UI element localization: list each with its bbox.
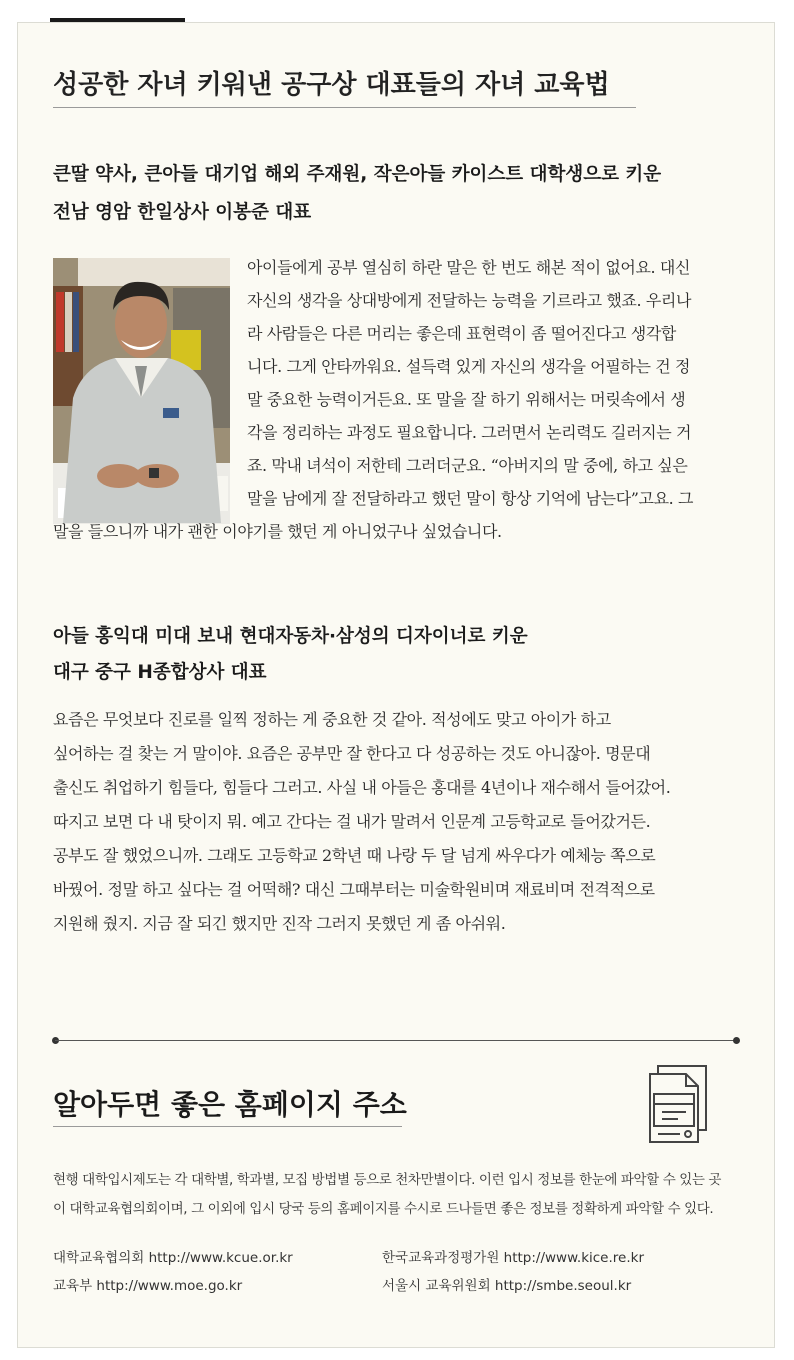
section1-body-line: 말 중요한 능력이거든요. 또 말을 잘 하기 위해서는 머릿속에서 생 — [247, 390, 686, 409]
portrait-photo — [53, 258, 230, 524]
portrait-illustration — [53, 258, 230, 524]
section1-body-line: 말을 남에게 잘 전달하라고 했던 말이 항상 기억에 남는다”고요. 그 — [247, 489, 694, 508]
section2-body-line: 따지고 보면 다 내 탓이지 뭐. 예고 간다는 걸 내가 말려서 인문계 고등학교로 들어갔거든. — [53, 812, 651, 831]
section1-body-line: 자신의 생각을 상대방에게 전달하는 능력을 기르라고 했죠. 우리나 — [247, 291, 692, 310]
link-kice[interactable]: 한국교육과정평가원 http://www.kice.re.kr — [382, 1250, 644, 1266]
section2-body-line: 바꿨어. 정말 하고 싶다는 걸 어떡해? 대신 그때부터는 미술학원비며 재료비며 전격적으로 — [53, 880, 655, 899]
section1-heading-line1: 큰딸 약사, 큰아들 대기업 해외 주재원, 작은아들 카이스트 대학생으로 키운 — [53, 164, 662, 185]
divider-right-dot — [733, 1037, 740, 1044]
links-intro-line: 현행 대학입시제도는 각 대학별, 학과별, 모집 방법별 등으로 천차만별이다. 이런 입시 정보를 한눈에 파악할 수 있는 곳 — [53, 1172, 722, 1188]
section2-body-line: 요즘은 무엇보다 진로를 일찍 정하는 게 중요한 것 같아. 적성에도 맞고 아이가 하고 — [53, 710, 611, 729]
section1-body-line: 라 사람들은 다른 머리는 좋은데 표현력이 좀 떨어진다고 생각합 — [247, 324, 676, 343]
document-icon — [636, 1064, 710, 1150]
section1-body-line: 말을 들으니까 내가 괜한 이야기를 했던 게 아니었구나 싶었습니다. — [53, 522, 502, 541]
section2-body-line: 출신도 취업하기 힘들다, 힘들다 그러고. 사실 내 아들은 홍대를 4년이나 재수해서 들어갔어. — [53, 778, 671, 797]
section1-body-line: 아이들에게 공부 열심히 하란 말은 한 번도 해본 적이 없어요. 대신 — [247, 258, 691, 277]
section-divider — [55, 1040, 736, 1041]
section1-body-line: 각을 정리하는 과정도 필요합니다. 그러면서 논리력도 길러지는 거 — [247, 423, 692, 442]
link-smbe[interactable]: 서울시 교육위원회 http://smbe.seoul.kr — [382, 1278, 632, 1294]
link-kcue[interactable]: 대학교육협의회 http://www.kcue.or.kr — [53, 1250, 293, 1266]
title-underline — [53, 107, 636, 108]
links-title-underline — [53, 1126, 402, 1127]
section2-body-line: 지원해 줬지. 지금 잘 되긴 했지만 진작 그러지 못했던 게 좀 아쉬워. — [53, 914, 506, 933]
section2-body-line: 싶어하는 걸 찾는 거 말이야. 요즘은 공부만 잘 한다고 다 성공하는 것도 아니잖아. 명문대 — [53, 744, 651, 763]
section1-heading-line2: 전남 영암 한일상사 이봉준 대표 — [53, 202, 312, 223]
links-section-title: 알아두면 좋은 홈페이지 주소 — [53, 1088, 407, 1121]
section2-heading-line1: 아들 홍익대 미대 보내 현대자동차·삼성의 디자이너로 키운 — [53, 626, 528, 647]
section1-body-line: 니다. 그게 안타까워요. 설득력 있게 자신의 생각을 어필하는 건 정 — [247, 357, 691, 376]
links-intro-line: 이 대학교육협의회이며, 그 이외에 입시 당국 등의 홈페이지를 수시로 드나들면 좋은 정보를 정확하게 파악할 수 있다. — [53, 1201, 714, 1217]
section2-heading-line2: 대구 중구 H종합상사 대표 — [53, 662, 267, 683]
link-moe[interactable]: 교육부 http://www.moe.go.kr — [53, 1278, 243, 1294]
section1-body-line: 죠. 막내 녀석이 저한테 그러더군요. “아버지의 말 중에, 하고 싶은 — [247, 456, 688, 475]
section2-body-line: 공부도 잘 했었으니까. 그래도 고등학교 2학년 때 나랑 두 달 넘게 싸우다가 예체능 쪽으로 — [53, 846, 656, 865]
page-title: 성공한 자녀 키워낸 공구상 대표들의 자녀 교육법 — [53, 70, 610, 100]
